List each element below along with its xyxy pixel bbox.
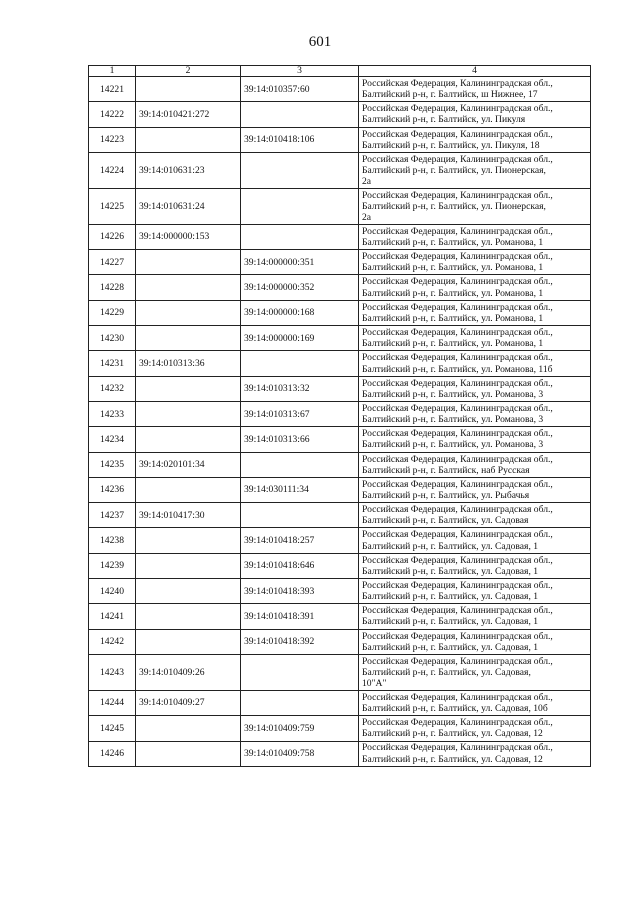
- cadastral-number-cell: [136, 127, 241, 152]
- cadastral-number-cell: [136, 77, 241, 102]
- table-row: [89, 654, 591, 690]
- related-cadastral-cell: [241, 503, 359, 528]
- address-cell: Российская Федерация, Калининградская обл., Балтийский р-н, г. Балтийск, ул. Романова, 1: [359, 224, 591, 249]
- related-cadastral-cell: 39:14:010313:32: [241, 376, 359, 401]
- table-row: [89, 629, 591, 654]
- row-number-cell: 14242: [89, 629, 136, 654]
- header-row: [89, 66, 591, 77]
- table-row: [89, 604, 591, 629]
- related-cadastral-cell: 39:14:010409:759: [241, 716, 359, 741]
- row-number-cell: 14244: [89, 690, 136, 715]
- table-row: [89, 690, 591, 715]
- cadastral-number-cell: [136, 477, 241, 502]
- table-row: [89, 579, 591, 604]
- table-row: [89, 188, 591, 224]
- cadastral-number-cell: [136, 427, 241, 452]
- table-row: [89, 250, 591, 275]
- row-number-cell: 14241: [89, 604, 136, 629]
- cadastral-number-cell: 39:14:010313:36: [136, 351, 241, 376]
- row-number-cell: 14236: [89, 477, 136, 502]
- address-cell: Российская Федерация, Калининградская обл., Балтийский р-н, г. Балтийск, наб Русская: [359, 452, 591, 477]
- address-cell: Российская Федерация, Калининградская обл., Балтийский р-н, г. Балтийск, ул. Романова, 1: [359, 326, 591, 351]
- address-cell: Российская Федерация, Калининградская обл., Балтийский р-н, г. Балтийск, ул. Пикуля, 18: [359, 127, 591, 152]
- table-row: [89, 275, 591, 300]
- cadastral-number-cell: 39:14:010631:23: [136, 152, 241, 188]
- table-body: [89, 77, 591, 767]
- cadastral-number-cell: [136, 604, 241, 629]
- related-cadastral-cell: 39:14:030111:34: [241, 477, 359, 502]
- related-cadastral-cell: 39:14:000000:352: [241, 275, 359, 300]
- cadastral-number-cell: 39:14:010421:272: [136, 102, 241, 127]
- address-cell: Российская Федерация, Калининградская обл., Балтийский р-н, г. Балтийск, ул. Садовая, 1: [359, 604, 591, 629]
- table-row: [89, 127, 591, 152]
- row-number-cell: 14227: [89, 250, 136, 275]
- row-number-cell: 14226: [89, 224, 136, 249]
- row-number-cell: 14223: [89, 127, 136, 152]
- cadastral-number-cell: [136, 300, 241, 325]
- address-cell: Российская Федерация, Калининградская обл., Балтийский р-н, г. Балтийск, ул. Садовая, 10"А": [359, 654, 591, 690]
- address-cell: Российская Федерация, Калининградская обл., Балтийский р-н, г. Балтийск, ул. Садовая, 1: [359, 629, 591, 654]
- cadastral-number-cell: [136, 326, 241, 351]
- row-number-cell: 14245: [89, 716, 136, 741]
- related-cadastral-cell: [241, 102, 359, 127]
- table-row: [89, 553, 591, 578]
- row-number-cell: 14229: [89, 300, 136, 325]
- related-cadastral-cell: [241, 654, 359, 690]
- row-number-cell: 14237: [89, 503, 136, 528]
- related-cadastral-cell: 39:14:010418:646: [241, 553, 359, 578]
- table-row: [89, 741, 591, 766]
- cadastral-number-cell: [136, 741, 241, 766]
- cadastral-number-cell: [136, 401, 241, 426]
- cadastral-number-cell: [136, 275, 241, 300]
- row-number-cell: 14230: [89, 326, 136, 351]
- cadastral-number-cell: [136, 553, 241, 578]
- row-number-cell: 14239: [89, 553, 136, 578]
- address-cell: Российская Федерация, Калининградская обл., Балтийский р-н, г. Балтийск, ул. Садовая, 12: [359, 741, 591, 766]
- related-cadastral-cell: [241, 224, 359, 249]
- cadastral-number-cell: [136, 528, 241, 553]
- row-number-cell: 14228: [89, 275, 136, 300]
- related-cadastral-cell: 39:14:000000:168: [241, 300, 359, 325]
- row-number-cell: 14225: [89, 188, 136, 224]
- table-row: [89, 77, 591, 102]
- related-cadastral-cell: [241, 351, 359, 376]
- address-cell: Российская Федерация, Калининградская обл., Балтийский р-н, г. Балтийск, ул. Садовая, 1: [359, 553, 591, 578]
- table-row: [89, 427, 591, 452]
- related-cadastral-cell: 39:14:010357:60: [241, 77, 359, 102]
- address-cell: Российская Федерация, Калининградская обл., Балтийский р-н, г. Балтийск, ул. Садовая: [359, 503, 591, 528]
- table-row: [89, 326, 591, 351]
- row-number-cell: 14240: [89, 579, 136, 604]
- row-number-cell: 14221: [89, 77, 136, 102]
- row-number-cell: 14235: [89, 452, 136, 477]
- row-number-cell: 14231: [89, 351, 136, 376]
- cadastral-number-cell: 39:14:010409:26: [136, 654, 241, 690]
- page-number: 601: [308, 34, 332, 50]
- row-number-cell: 14224: [89, 152, 136, 188]
- related-cadastral-cell: 39:14:010418:106: [241, 127, 359, 152]
- related-cadastral-cell: 39:14:010313:66: [241, 427, 359, 452]
- related-cadastral-cell: 39:14:010418:392: [241, 629, 359, 654]
- row-number-cell: 14246: [89, 741, 136, 766]
- table-row: [89, 102, 591, 127]
- related-cadastral-cell: 39:14:000000:169: [241, 326, 359, 351]
- address-cell: Российская Федерация, Калининградская обл., Балтийский р-н, г. Балтийск, ул. Садовая, 10б: [359, 690, 591, 715]
- cadastral-number-cell: [136, 579, 241, 604]
- address-cell: Российская Федерация, Калининградская обл., Балтийский р-н, г. Балтийск, ул. Романова, 11б: [359, 351, 591, 376]
- address-cell: Российская Федерация, Калининградская обл., Балтийский р-н, г. Балтийск, ул. Садовая, 1: [359, 579, 591, 604]
- address-cell: Российская Федерация, Калининградская обл., Балтийский р-н, г. Балтийск, ул. Романова, 3: [359, 427, 591, 452]
- related-cadastral-cell: 39:14:010418:257: [241, 528, 359, 553]
- row-number-cell: 14233: [89, 401, 136, 426]
- related-cadastral-cell: 39:14:010418:393: [241, 579, 359, 604]
- header-col-3: 3: [241, 66, 359, 77]
- address-cell: Российская Федерация, Калининградская обл., Балтийский р-н, г. Балтийск, ул. Романова, 3: [359, 401, 591, 426]
- related-cadastral-cell: [241, 452, 359, 477]
- header-col-1: 1: [89, 66, 136, 77]
- address-cell: Российская Федерация, Калининградская обл., Балтийский р-н, г. Балтийск, ул. Садовая, 12: [359, 716, 591, 741]
- address-cell: Российская Федерация, Калининградская обл., Балтийский р-н, г. Балтийск, ул. Романова, 1: [359, 275, 591, 300]
- row-number-cell: 14232: [89, 376, 136, 401]
- table-row: [89, 401, 591, 426]
- cadastral-number-cell: 39:14:020101:34: [136, 452, 241, 477]
- table-row: [89, 300, 591, 325]
- cadastral-number-cell: 39:14:010631:24: [136, 188, 241, 224]
- row-number-cell: 14238: [89, 528, 136, 553]
- address-cell: Российская Федерация, Калининградская обл., Балтийский р-н, г. Балтийск, ул. Пионерская, 2а: [359, 152, 591, 188]
- related-cadastral-cell: [241, 690, 359, 715]
- related-cadastral-cell: 39:14:010418:391: [241, 604, 359, 629]
- address-cell: Российская Федерация, Калининградская обл., Балтийский р-н, г. Балтийск, ул. Рыбачья: [359, 477, 591, 502]
- row-number-cell: 14222: [89, 102, 136, 127]
- table-row: [89, 224, 591, 249]
- related-cadastral-cell: [241, 188, 359, 224]
- address-cell: Российская Федерация, Калининградская обл., Балтийский р-н, г. Балтийск, ул. Романова, 3: [359, 376, 591, 401]
- row-number-cell: 14243: [89, 654, 136, 690]
- table-row: [89, 503, 591, 528]
- table-row: [89, 528, 591, 553]
- related-cadastral-cell: [241, 152, 359, 188]
- address-cell: Российская Федерация, Калининградская обл., Балтийский р-н, г. Балтийск, ул. Пикуля: [359, 102, 591, 127]
- cadastral-number-cell: 39:14:010409:27: [136, 690, 241, 715]
- table-row: [89, 351, 591, 376]
- address-cell: Российская Федерация, Калининградская обл., Балтийский р-н, г. Балтийск, ул. Романова, 1: [359, 300, 591, 325]
- cadastral-number-cell: [136, 629, 241, 654]
- header-col-2: 2: [136, 66, 241, 77]
- cadastral-number-cell: [136, 250, 241, 275]
- related-cadastral-cell: 39:14:010313:67: [241, 401, 359, 426]
- table-row: [89, 452, 591, 477]
- address-cell: Российская Федерация, Калининградская обл., Балтийский р-н, г. Балтийск, ул. Романова, 1: [359, 250, 591, 275]
- table-row: [89, 716, 591, 741]
- cadastral-number-cell: 39:14:000000:153: [136, 224, 241, 249]
- header-col-4: 4: [359, 66, 591, 77]
- related-cadastral-cell: 39:14:010409:758: [241, 741, 359, 766]
- cadastral-number-cell: 39:14:010417:30: [136, 503, 241, 528]
- address-cell: Российская Федерация, Калининградская обл., Балтийский р-н, г. Балтийск, ул. Садовая, 1: [359, 528, 591, 553]
- registry-table: [88, 65, 591, 767]
- address-cell: Российская Федерация, Калининградская обл., Балтийский р-н, г. Балтийск, ул. Пионерская, 2а: [359, 188, 591, 224]
- address-cell: Российская Федерация, Калининградская обл., Балтийский р-н, г. Балтийск, ш Нижнее, 17: [359, 77, 591, 102]
- cadastral-number-cell: [136, 716, 241, 741]
- table-row: [89, 477, 591, 502]
- cadastral-number-cell: [136, 376, 241, 401]
- related-cadastral-cell: 39:14:000000:351: [241, 250, 359, 275]
- table-row: [89, 152, 591, 188]
- row-number-cell: 14234: [89, 427, 136, 452]
- table-row: [89, 376, 591, 401]
